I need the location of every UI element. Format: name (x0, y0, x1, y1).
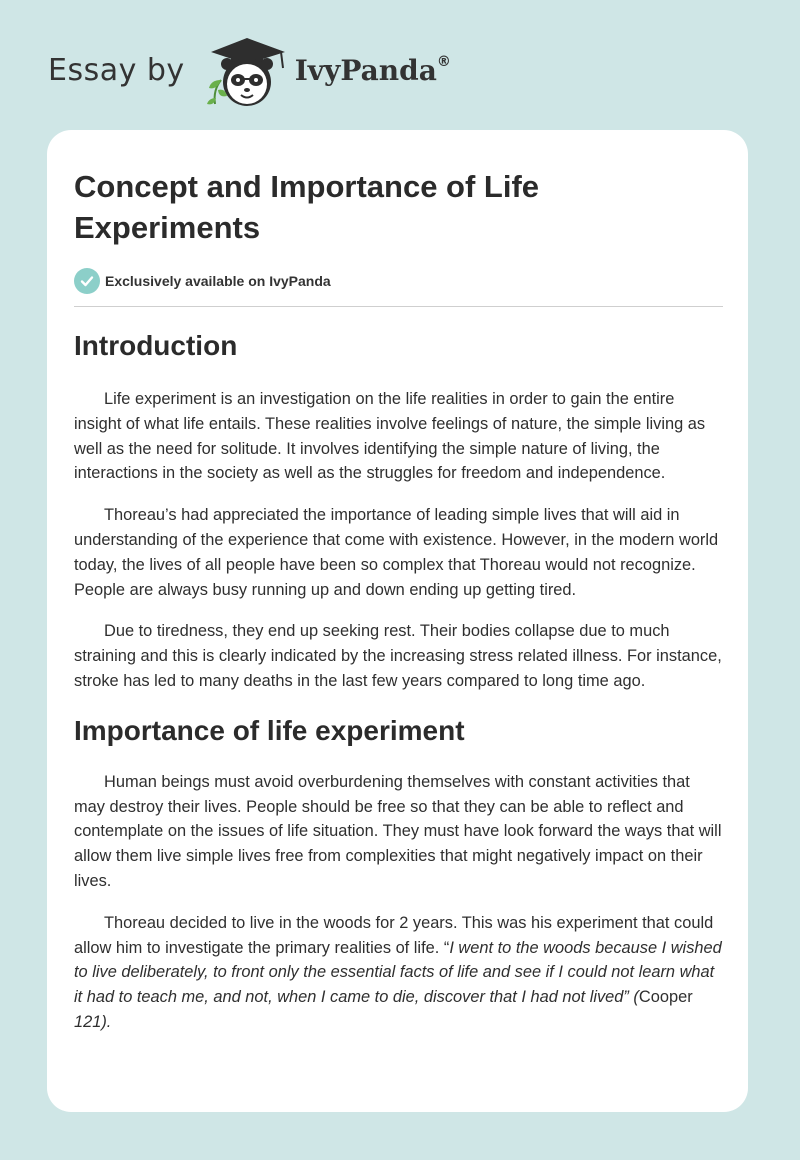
paragraph: Thoreau’s had appreciated the importance of leading simple lives that will aid in understanding of the experience that come with existence. However, in the modern world today, the lives of all people have been so complex that Thoreau would not recognize. People are always busy running up and down ending up getting tired. (74, 506, 719, 599)
essay-by-label: Essay by (48, 52, 185, 88)
citation-author: Cooper (638, 988, 693, 1007)
panda-logo-icon[interactable] (201, 30, 291, 110)
paragraph: Life experiment is an investigation on the life realities in order to gain the entire insight of what life entails. These realities involve feelings of nature, the simple living as well as the need for solitude. It involves identifying the simple nature of living, the interactions in the society as well as the struggles for freedom and independence. (74, 390, 706, 483)
brand-name[interactable]: IvyPanda® (294, 53, 451, 87)
quote-lead: Thoreau decided to live in the woods for 2 years. This was his experiment that could allow him to investigate the primary realities of life. “ (74, 913, 714, 957)
exclusive-badge (74, 268, 724, 294)
paragraph-with-quote (74, 911, 724, 1035)
section-heading-introduction: Introduction (74, 330, 238, 361)
site-header (48, 30, 451, 110)
registered-mark: ® (436, 53, 451, 70)
section-heading-importance: Importance of life experiment (74, 714, 465, 746)
badge-label: Exclusively available on IvyPanda (105, 273, 331, 289)
check-icon (74, 268, 100, 294)
paragraph: Human beings must avoid overburdening themselves with constant activities that may destroy their lives. People should be free so that they can be able to reflect and contemplate on the issues of life situation. They must have look forward the ways that will allow them live simple lives free from complexities that might negatively impact on their lives. (74, 772, 722, 890)
essay-card (47, 130, 748, 1112)
citation-page: 121). (74, 1012, 112, 1031)
page-title: Concept and Importance of Life Experiments (74, 169, 540, 245)
block-quote: I went to the woods because I wished to live deliberately, to front only the essential facts of life and see if I could not learn what it had to teach me, and not, when I came to die, discover that I had not lived” ( (74, 938, 722, 1007)
title-divider (74, 306, 723, 307)
paragraph: Due to tiredness, they end up seeking rest. Their bodies collapse due to much straining and this is clearly indicated by the increasing stress related illness. For instance, stroke has led to many deaths in the last few years compared to long time ago. (74, 622, 722, 690)
essay-content (74, 166, 724, 1052)
